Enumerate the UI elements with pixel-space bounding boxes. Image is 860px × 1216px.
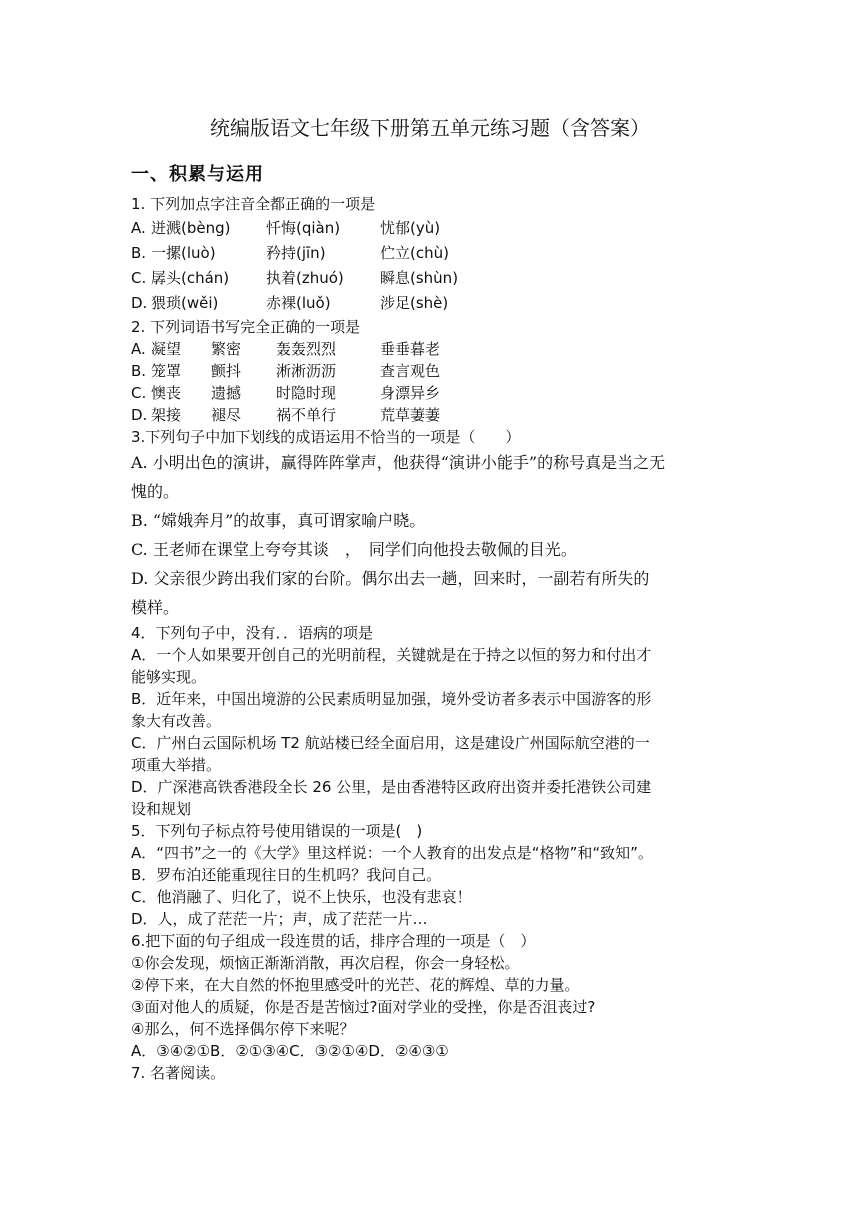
word: 荒草萋萋 <box>380 406 441 424</box>
q5-option-b: B．罗布泊还能重现往日的生机吗？我问自己。 <box>131 866 442 884</box>
word: 遗撼 <box>211 384 242 402</box>
q2-option-a <box>131 338 731 360</box>
word: 凝望 <box>151 340 182 358</box>
q5-option-d: D．人，成了茫茫一片；声，成了茫茫一片… <box>131 910 428 928</box>
q4-option-b-line2: 象大有改善。 <box>131 712 222 730</box>
q1-option-c <box>131 266 731 291</box>
q6-stem: 6.把下面的句子组成一段连贯的话，排序合理的一项是（ ） <box>131 932 536 950</box>
q3-option-d-line1: D. 父亲很少跨出我们家的台阶。偶尔出去一趟，回来时，一副若有所失的 <box>131 569 650 588</box>
q6-answers: A．③④②①B．②①③④C．③②①④D．②④③① <box>131 1042 449 1060</box>
q1-option-d <box>131 291 731 316</box>
word: 忧郁(yù) <box>380 219 441 237</box>
word: 猥琐(wěi) <box>151 294 219 312</box>
q4-option-c-line1: C．广州白云国际机场 T2 航站楼已经全面启用，这是建设广州国际航空港的一 <box>131 734 650 752</box>
questions <box>131 193 731 1084</box>
q3-option-a-line2: 愧的。 <box>131 482 180 501</box>
q4-option-b-line1: B．近年来，中国出境游的公民素质明显加强，境外受访者多表示中国游客的形 <box>131 690 652 708</box>
option-label: C. <box>131 269 147 287</box>
q2-option-c <box>131 382 731 404</box>
word: 笼罩 <box>151 362 182 380</box>
q4-stem: 4．下列句子中，没有．．语病的项是 <box>131 624 374 642</box>
word: 淅淅沥沥 <box>276 362 337 380</box>
word: 执着(zhuó) <box>266 269 344 287</box>
q6-sentence-2: ②停下来，在大自然的怀抱里感受叶的光芒、花的辉煌、草的力量。 <box>131 976 580 994</box>
option-label: D. <box>131 406 148 424</box>
q2-option-b <box>131 360 731 382</box>
q1-stem: 1. 下列加点字注音全都正确的一项是 <box>131 195 376 213</box>
q3-option-d-line2: 模样。 <box>131 598 180 617</box>
q6-sentence-3: ③面对他人的质疑，你是否是苦恼过?面对学业的受挫，你是否沮丧过? <box>131 998 596 1016</box>
q7-stem: 7. 名著阅读。 <box>131 1064 226 1082</box>
word: 孱头(chán) <box>151 269 230 287</box>
q3-stem: 3.下列句子中加下划线的成语运用不恰当的一项是（ ） <box>131 428 521 446</box>
q4-option-a-line1: A．一个人如果要开创自己的光明前程，关键就是在于持之以恒的努力和付出才 <box>131 646 652 664</box>
document-title: 统编版语文七年级下册第五单元练习题（含答案） <box>210 116 650 140</box>
option-label: B. <box>131 244 147 262</box>
word: 懊丧 <box>151 384 182 402</box>
q2-stem: 2. 下列词语书写完全正确的一项是 <box>131 318 361 336</box>
q3-option-b: B. “嫦娥奔月”的故事，真可谓家喻户晓。 <box>131 511 426 530</box>
q1-option-a <box>131 216 731 241</box>
q4-option-d-line2: 设和规划 <box>131 800 192 818</box>
option-label: A. <box>131 340 146 358</box>
word: 涉足(shè) <box>380 294 449 312</box>
q4-option-d-line1: D．广深港高铁香港段全长 26 公里，是由香港特区政府出资并委托港铁公司建 <box>131 778 652 796</box>
word: 伫立(chù) <box>380 244 449 262</box>
option-label: D. <box>131 294 148 312</box>
q1-option-b <box>131 241 731 266</box>
option-label: A. <box>131 219 146 237</box>
q4-option-a-line2: 能够实现。 <box>131 668 207 686</box>
word: 忏悔(qiàn) <box>266 219 341 237</box>
word: 矜持(jīn) <box>266 244 326 262</box>
option-label: B. <box>131 362 147 380</box>
word: 赤裸(luǒ) <box>266 294 331 312</box>
word: 迸溅(bèng) <box>151 219 231 237</box>
q3-option-c: C. 王老师在课堂上夸夸其谈 ， 同学们向他投去敬佩的目光。 <box>131 540 577 559</box>
word: 查言观色 <box>380 362 441 380</box>
word: 架接 <box>151 406 182 424</box>
q2-option-d <box>131 404 731 426</box>
word: 时隐时现 <box>276 384 337 402</box>
q5-stem: 5．下列句子标点符号使用错误的一项是( ) <box>131 822 423 840</box>
word: 颤抖 <box>211 362 242 380</box>
section-heading: 一、积累与运用 <box>131 164 264 185</box>
word: 一摞(luò) <box>151 244 216 262</box>
word: 繁密 <box>211 340 242 358</box>
word: 垂垂暮老 <box>380 340 441 358</box>
option-label: C. <box>131 384 147 402</box>
word: 瞬息(shùn) <box>380 269 459 287</box>
word: 轰轰烈烈 <box>276 340 337 358</box>
q4-option-c-line2: 项重大举措。 <box>131 756 222 774</box>
word: 身漂异乡 <box>380 384 441 402</box>
q6-sentence-4: ④那么，何不选择偶尔停下来呢？ <box>131 1020 355 1038</box>
word: 褪尽 <box>211 406 242 424</box>
q3-option-a-line1: A. 小明出色的演讲，赢得阵阵掌声，他获得“演讲小能手”的称号真是当之无 <box>131 453 666 472</box>
word: 祸不单行 <box>276 406 337 424</box>
q5-option-a: A．“四书”之一的《大学》里这样说：一个人教育的出发点是“格物”和“致知”。 <box>131 844 653 862</box>
q5-option-c: C．他消融了、归化了，说不上快乐，也没有悲哀！ <box>131 888 472 906</box>
q6-sentence-1: ①你会发现，烦恼正渐渐消散，再次启程，你会一身轻松。 <box>131 954 520 972</box>
